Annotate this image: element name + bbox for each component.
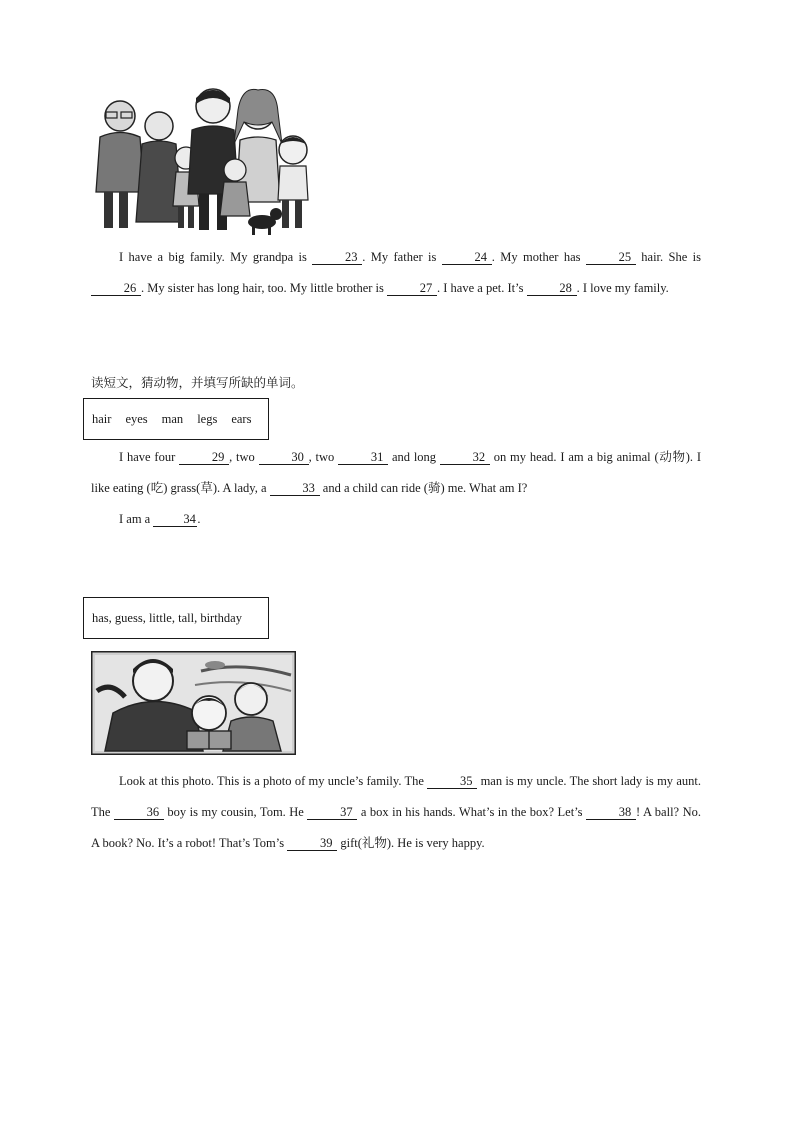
word-bank-box-2: [83, 597, 269, 639]
fill-blank-29[interactable]: 29: [179, 450, 229, 465]
fill-blank-31[interactable]: 31: [338, 450, 388, 465]
fill-blank-28[interactable]: 28: [527, 281, 577, 296]
fill-blank-23[interactable]: 23: [312, 250, 362, 265]
animal-riddle-paragraph: [91, 442, 701, 504]
uncle-family-photo: [91, 651, 296, 755]
paragraph-text: and long: [388, 450, 440, 464]
fill-blank-37[interactable]: 37: [307, 805, 357, 820]
fill-blank-32[interactable]: 32: [440, 450, 490, 465]
fill-blank-35[interactable]: 35: [427, 774, 477, 789]
paragraph-text: . My mother has: [491, 250, 586, 264]
riddle-answer-line: [91, 504, 701, 535]
fill-blank-38[interactable]: 38: [586, 805, 636, 820]
fill-blank-30[interactable]: 30: [259, 450, 309, 465]
paragraph-text: I have four: [119, 450, 180, 464]
paragraph-text: , two: [308, 450, 339, 464]
word-bank-item: eyes: [125, 411, 148, 426]
paragraph-text: ! A ball? No. A book? No. It’s a robot! That’s Tom’s: [91, 805, 701, 850]
paragraph-text: Look at this photo. This is a photo of my uncle’s family. The: [119, 774, 428, 788]
paragraph-text: and a child can ride (骑) me. What am I?: [319, 481, 528, 495]
paragraph-text: . I love my family.: [576, 281, 669, 295]
paragraph-text: man is my uncle. The short lady is my aunt. The: [91, 774, 701, 819]
word-bank-item: man: [161, 411, 184, 426]
fill-blank-25[interactable]: 25: [586, 250, 636, 265]
word-bank-item: legs: [197, 411, 218, 426]
uncle-family-paragraph: [91, 766, 701, 859]
fill-blank-34[interactable]: 34: [153, 512, 197, 527]
paragraph-text: . My sister has long hair, too. My little brother is: [141, 281, 388, 295]
paragraph-text: on my head. I am a big animal (动物). I like eating (吃) grass(草). A lady, a: [91, 450, 701, 495]
word-bank-item: hair: [92, 411, 112, 426]
paragraph-text: a box in his hands. What’s in the box? Let’s: [357, 805, 587, 819]
answer-prefix: I am a: [119, 512, 154, 526]
word-bank-item: ears: [231, 411, 252, 426]
paragraph-text: , two: [229, 450, 259, 464]
fill-blank-36[interactable]: 36: [114, 805, 164, 820]
paragraph-text: I have a big family. My grandpa is: [119, 250, 313, 264]
word-bank-box: [83, 398, 269, 440]
fill-blank-26[interactable]: 26: [91, 281, 141, 296]
paragraph-text: hair. She is: [635, 250, 701, 264]
paragraph-text: boy is my cousin, Tom. He: [163, 805, 308, 819]
family-illustration: [92, 82, 310, 240]
section-instruction: 读短文，猜动物，并填写所缺的单词。: [91, 375, 304, 390]
answer-suffix: .: [197, 512, 201, 526]
fill-blank-27[interactable]: 27: [387, 281, 437, 296]
fill-blank-24[interactable]: 24: [442, 250, 492, 265]
paragraph-text: . I have a pet. It’s: [437, 281, 527, 295]
word-bank-text: has, guess, little, tall, birthday: [92, 610, 242, 625]
paragraph-text: gift(礼物). He is very happy.: [337, 836, 485, 850]
paragraph-text: . My father is: [362, 250, 442, 264]
family-paragraph: [91, 242, 701, 304]
fill-blank-33[interactable]: 33: [270, 481, 320, 496]
fill-blank-39[interactable]: 39: [287, 836, 337, 851]
